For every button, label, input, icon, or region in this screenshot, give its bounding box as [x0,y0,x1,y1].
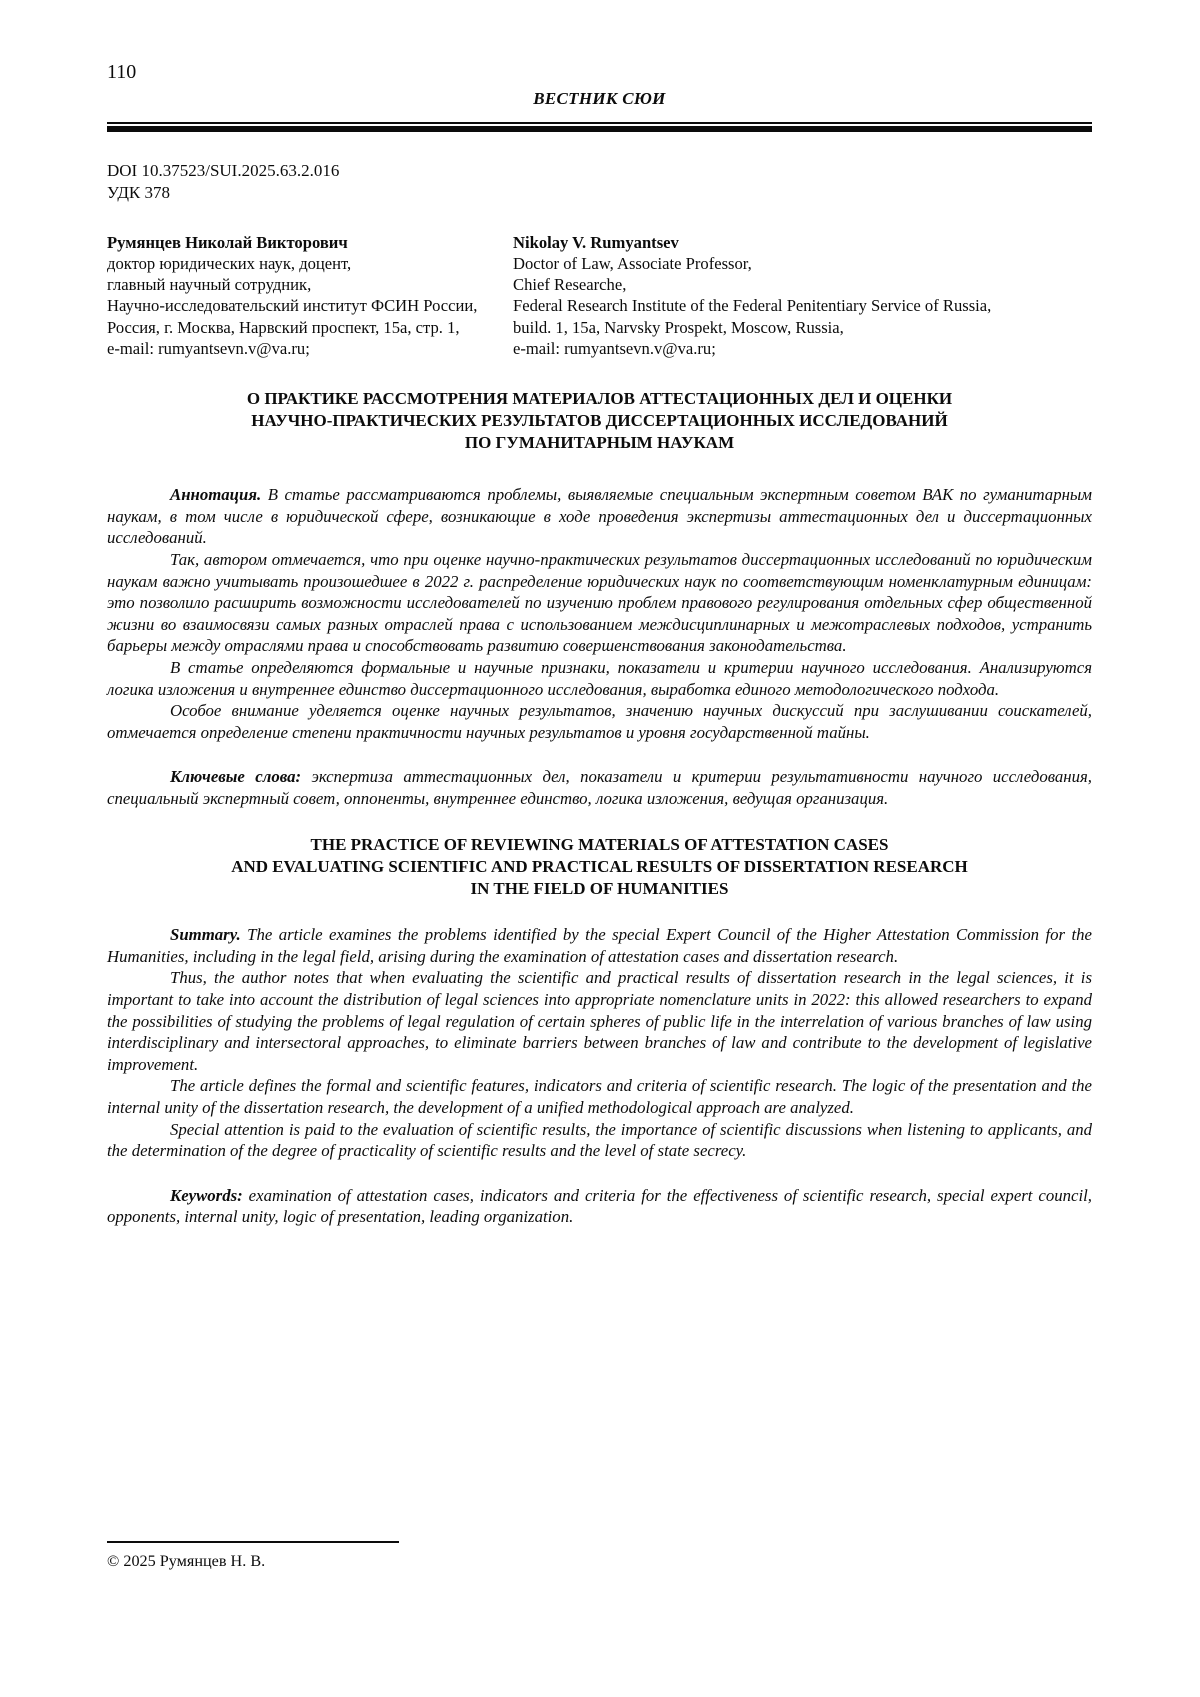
keywords-ru-paragraph [107,766,1092,809]
journal-header: ВЕСТНИК СЮИ [533,89,666,108]
author-address-ru: Россия, г. Москва, Нарвский проспект, 15а, стр. 1, [107,317,460,337]
author-email-ru: e-mail: rumyantsevn.v@va.ru; [107,339,310,359]
abstract-ru-paragraph: Так, автором отмечается, что при оценке научно-практических результатов диссертационных исследований по юридическим наукам важно учитывать произошедшее в 2022 г. распределение юридических наук по соответствующим номенклатурным единицам: это позволило расширить возможности исследователей по изучению проблем правового регулирования отдельных сфер общественной жизни во взаимосвязи самых разных отраслей права с использованием междисциплинарных и межотраслевых подходов, устранить барьеры между отраслями права и способствовать развитию совершенствования законодательства. [107,549,1092,656]
keywords-en-section [107,1185,1092,1228]
keywords-ru-section [107,766,1092,809]
author-degree-en: Doctor of Law, Associate Professor, [513,253,752,273]
header-rule [107,122,1092,132]
author-degree-ru: доктор юридических наук, доцент, [107,253,352,273]
article-title-en-line: IN THE FIELD OF HUMANITIES [470,878,729,898]
abstract-ru-section [107,484,1092,743]
abstract-ru-paragraph [107,484,1092,549]
abstract-ru-text: В статье рассматриваются проблемы, выявляемые специальным экспертным советом ВАК по гуманитарным наукам, в том числе в юридической сфере, возникающие в ходе проведения экспертизы аттестационных дел и диссертационных исследований. [107,485,1092,548]
article-title-ru-line: НАУЧНО-ПРАКТИЧЕСКИХ РЕЗУЛЬТАТОВ ДИССЕРТАЦИОННЫХ ИССЛЕДОВАНИЙ [251,410,948,430]
summary-en-paragraph: The article defines the formal and scientific features, indicators and criteria of scientific research. The logic of the presentation and the internal unity of the dissertation research, the development of a unified methodological approach are analyzed. [107,1076,1092,1117]
author-position-ru: главный научный сотрудник, [107,275,312,295]
udk-line: УДК 378 [107,182,171,202]
page-footer [107,1541,399,1573]
article-title-ru [107,388,1092,453]
copyright-notice: © 2025 Румянцев Н. В. [107,1552,266,1570]
keywords-ru-label: Ключевые слова: [170,767,302,787]
article-title-en [107,834,1092,899]
keywords-ru-text: экспертиза аттестационных дел, показатели и критерии результативности научного исследования, специальный экспертный совет, оппоненты, внутреннее единство, логика изложения, ведущая организация. [107,767,1092,808]
summary-en-paragraph [107,924,1092,967]
header-rule-thin [107,122,1092,124]
abstract-ru-paragraph: Особое внимание уделяется оценке научных результатов, значению научных дискуссий при заслушивании соискателей, отмечается определение степени практичности научных результатов и уровня государственной тайны. [107,701,1092,742]
authors-block [107,232,1092,360]
article-title-en-line: AND EVALUATING SCIENTIFIC AND PRACTICAL RESULTS OF DISSERTATION RESEARCH [231,857,968,877]
page-number: 110 [107,61,137,83]
author-affiliation-en: Federal Research Institute of the Federal Penitentiary Service of Russia, [513,296,992,316]
meta-block [107,160,1092,204]
author-address-en: build. 1, 15a, Narvsky Prospekt, Moscow, Russia, [513,317,844,337]
author-name-en: Nikolay V. Rumyantsev [513,232,679,252]
author-block-ru [107,232,513,360]
author-name-ru: Румянцев Николай Викторович [107,232,348,252]
author-email-en: e-mail: rumyantsevn.v@va.ru; [513,339,716,359]
summary-en-section [107,924,1092,1162]
footer-rule [107,1541,399,1543]
author-affiliation-ru: Научно-исследовательский институт ФСИН России, [107,296,478,316]
abstract-ru-label: Аннотация. [170,485,262,505]
author-block-en [513,232,1092,360]
keywords-en-paragraph [107,1185,1092,1228]
keywords-en-label: Keywords: [170,1185,243,1205]
summary-en-paragraph: Special attention is paid to the evaluation of scientific results, the importance of scientific discussions when listening to applicants, and the determination of the degree of practicality of scientific results and the level of state secrecy. [107,1119,1092,1161]
doi-line: DOI 10.37523/SUI.2025.63.2.016 [107,160,340,180]
summary-en-text: The article examines the problems identified by the special Expert Council of the Higher Attestation Commission for the Humanities, including in the legal field, arising during the examination of attestation cases and dissertation research. [107,925,1092,966]
summary-en-paragraph: Thus, the author notes that when evaluating the scientific and practical results of dissertation research in the legal sciences, it is important to take into account the distribution of legal sciences into appropriate nomenclature units in 2022: this allowed researchers to expand the possibilities of studying the problems of legal regulation of certain spheres of public life in the interrelation of various branches of law using interdisciplinary and intersectoral approaches, to eliminate barriers between branches of law and contribute to the development of legislative improvement. [107,968,1092,1074]
author-position-en: Chief Researche, [513,275,627,295]
article-title-en-line: THE PRACTICE OF REVIEWING MATERIALS OF ATTESTATION CASES [310,835,889,855]
keywords-en-text: examination of attestation cases, indicators and criteria for the effectiveness of scientific research, special expert council, opponents, internal unity, logic of presentation, leading organization. [107,1185,1092,1227]
header-rule-thick [107,126,1092,132]
abstract-ru-paragraph: В статье определяются формальные и научные признаки, показатели и критерии научного исследования. Анализируются логика изложения и внутреннее единство диссертационного исследования, выработка единого методологического подхода. [107,657,1092,699]
article-title-ru-line: ПО ГУМАНИТАРНЫМ НАУКАМ [464,432,735,452]
article-title-ru-line: О ПРАКТИКЕ РАССМОТРЕНИЯ МАТЕРИАЛОВ АТТЕСТАЦИОННЫХ ДЕЛ И ОЦЕНКИ [246,389,953,409]
summary-en-label: Summary. [170,925,241,945]
